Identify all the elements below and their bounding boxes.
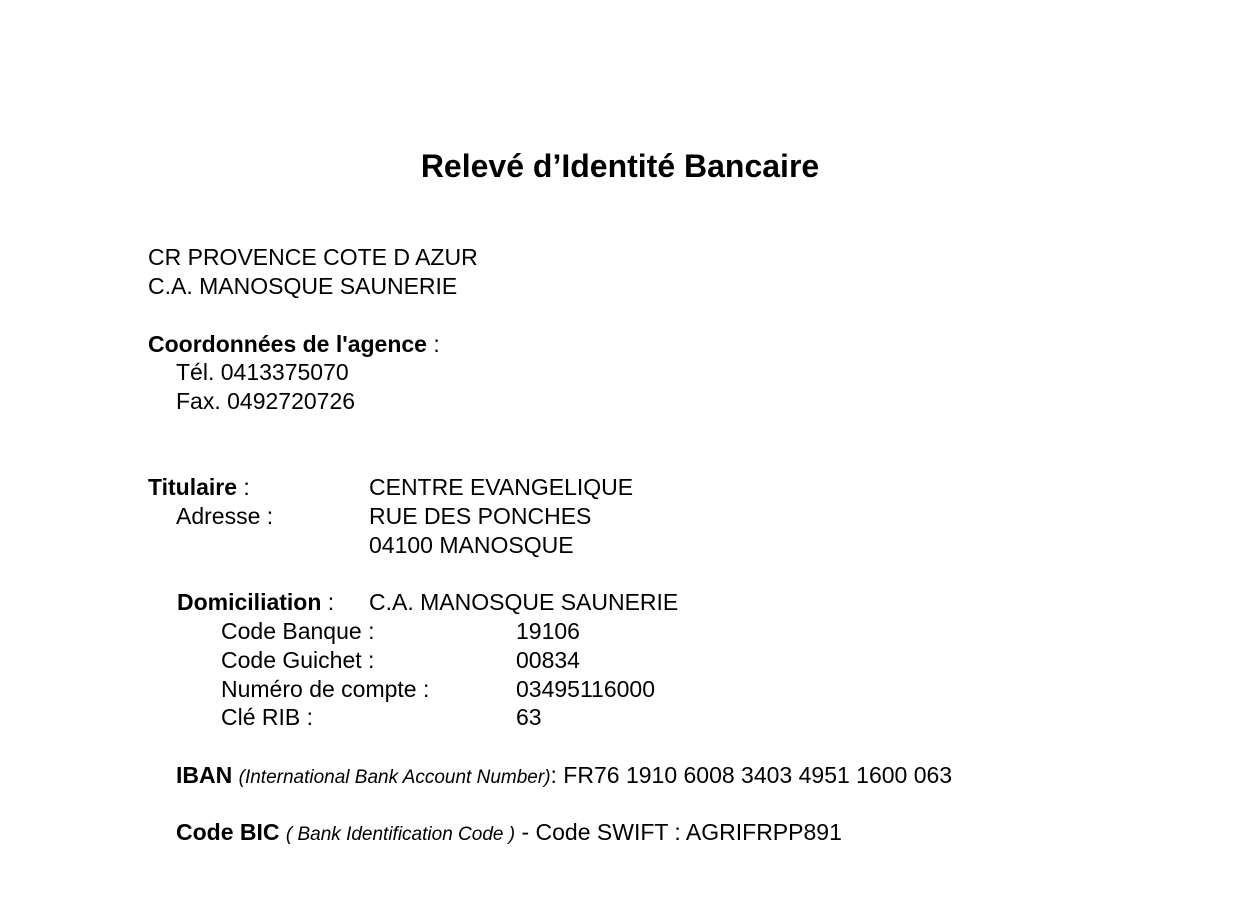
domiciliation-separator: : (321, 589, 335, 615)
bank-branch: C.A. MANOSQUE SAUNERIE (148, 273, 458, 299)
iban-label: IBAN (176, 762, 233, 788)
iban-value: FR76 1910 6008 3403 4951 1600 063 (556, 762, 953, 788)
address-label: Adresse : (176, 503, 274, 529)
account-number-value: 03495116000 (516, 676, 655, 702)
branch-code-value: 00834 (516, 647, 580, 673)
iban-description: (International Bank Account Number) (238, 767, 551, 788)
bic-line (176, 821, 842, 844)
document-title: Relevé d’Identité Bancaire (420, 148, 820, 184)
holder-separator: : (237, 474, 250, 500)
holder-label: Titulaire (148, 474, 238, 500)
iban-line (176, 764, 952, 787)
branch-code-label: Code Guichet : (221, 647, 375, 673)
agency-phone: Tél. 0413375070 (176, 359, 349, 385)
rib-key-value: 63 (516, 704, 542, 730)
account-number-label: Numéro de compte : (221, 676, 430, 702)
bic-description: ( Bank Identification Code ) (285, 824, 516, 845)
domiciliation-value: C.A. MANOSQUE SAUNERIE (369, 589, 679, 615)
holder-name: CENTRE EVANGELIQUE (369, 474, 634, 500)
bic-label: Code BIC (176, 819, 280, 845)
agency-fax: Fax. 0492720726 (176, 388, 356, 414)
bic-swift-text: - Code SWIFT : AGRIFRPP891 (515, 819, 842, 845)
iban-separator: : (550, 762, 557, 788)
address-line-2: 04100 MANOSQUE (369, 532, 574, 558)
bank-name: CR PROVENCE COTE D AZUR (148, 244, 478, 270)
domiciliation-label: Domiciliation (177, 589, 322, 615)
agency-separator: : (426, 331, 440, 357)
bank-code-value: 19106 (516, 618, 580, 644)
domiciliation-heading (177, 591, 334, 614)
rib-key-label: Clé RIB : (221, 704, 314, 730)
agency-label: Coordonnées de l'agence (148, 331, 427, 357)
bank-code-label: Code Banque : (221, 618, 375, 644)
holder-heading (148, 476, 250, 499)
address-line-1: RUE DES PONCHES (369, 503, 592, 529)
agency-heading (148, 333, 440, 356)
